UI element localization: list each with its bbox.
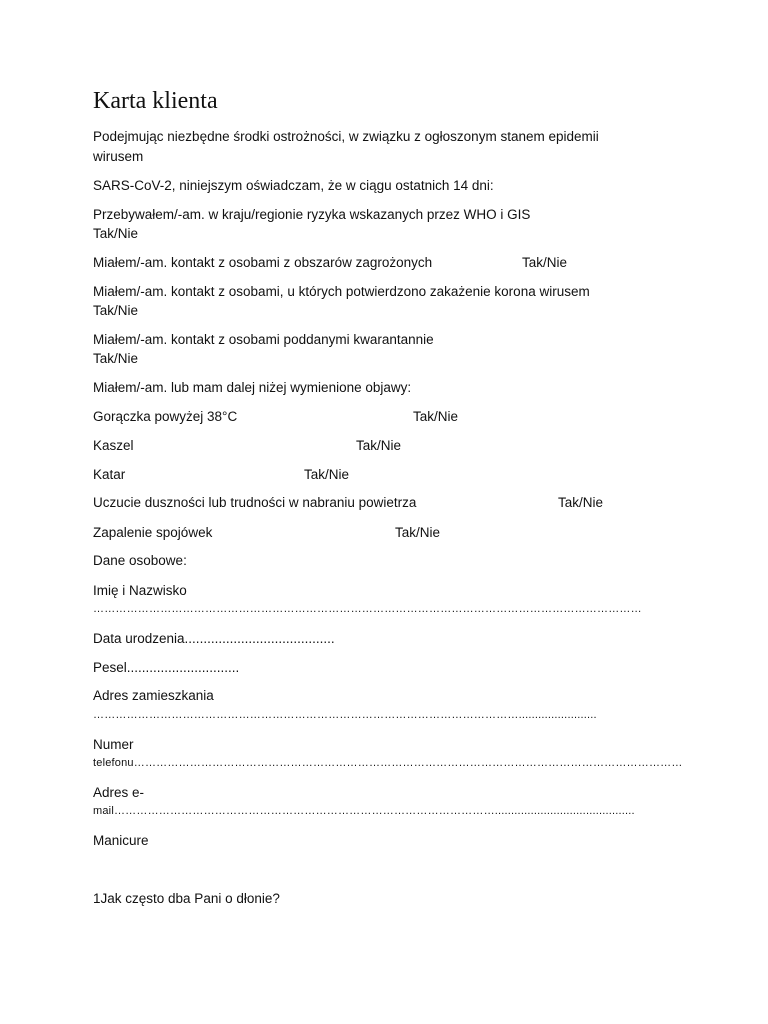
symptoms-header: Miałem/-am. lub mam dalej niżej wymienione objawy: xyxy=(93,380,412,395)
manicure-header: Manicure xyxy=(93,833,149,848)
phone-label: Numer xyxy=(93,737,134,752)
email-field-line[interactable]: mail…………………………………………………………………………………………........................................... xyxy=(93,805,635,817)
pesel-field[interactable]: Pesel.............................. xyxy=(93,660,240,675)
intro-line-3: SARS-CoV-2, niniejszym oświadczam, że w ciągu ostatnich 14 dni: xyxy=(93,178,494,193)
page-title: Karta klienta xyxy=(93,88,218,114)
symptom-5-answer: Tak/Nie xyxy=(395,525,441,540)
phone-field-line[interactable]: telefonu………………………………………………………………………………………………………………………………… xyxy=(93,757,683,769)
question-4-answer: Tak/Nie xyxy=(93,351,139,366)
address-label: Adres zamieszkania xyxy=(93,688,214,703)
question-3-text: Miałem/-am. kontakt z osobami, u których potwierdzono zakażenie korona wirusem xyxy=(93,284,590,299)
symptom-3-text: Katar xyxy=(93,467,126,482)
address-field-line[interactable]: ……………………………………………………………………………………………………........................ xyxy=(93,709,597,721)
name-field-line[interactable]: ………………………………………………………………………………………………………………………………… xyxy=(93,603,642,615)
name-label: Imię i Nazwisko xyxy=(93,583,187,598)
email-label: Adres e- xyxy=(93,785,145,800)
symptom-5-text: Zapalenie spojówek xyxy=(93,525,213,540)
question-1-answer: Tak/Nie xyxy=(93,226,139,241)
symptom-2-answer: Tak/Nie xyxy=(356,438,402,453)
manicure-question-1: 1Jak często dba Pani o dłonie? xyxy=(93,891,280,906)
symptom-4-answer: Tak/Nie xyxy=(558,495,604,510)
date-of-birth-field[interactable]: Data urodzenia........................................ xyxy=(93,631,335,646)
symptom-3-answer: Tak/Nie xyxy=(304,467,350,482)
personal-data-header: Dane osobowe: xyxy=(93,553,187,568)
intro-line-2: wirusem xyxy=(93,149,144,164)
symptom-2-text: Kaszel xyxy=(93,438,134,453)
question-3-answer: Tak/Nie xyxy=(93,303,139,318)
symptom-4-text: Uczucie duszności lub trudności w nabraniu powietrza xyxy=(93,495,417,510)
symptom-1-answer: Tak/Nie xyxy=(413,409,459,424)
question-2-text: Miałem/-am. kontakt z osobami z obszarów zagrożonych xyxy=(93,255,433,270)
question-1-text: Przebywałem/-am. w kraju/regionie ryzyka wskazanych przez WHO i GIS xyxy=(93,207,531,222)
question-4-text: Miałem/-am. kontakt z osobami poddanymi kwarantannie xyxy=(93,332,434,347)
question-2-answer: Tak/Nie xyxy=(522,255,568,270)
symptom-1-text: Gorączka powyżej 38°C xyxy=(93,409,238,424)
intro-line-1: Podejmując niezbędne środki ostrożności, w związku z ogłoszonym stanem epidemii xyxy=(93,129,599,144)
